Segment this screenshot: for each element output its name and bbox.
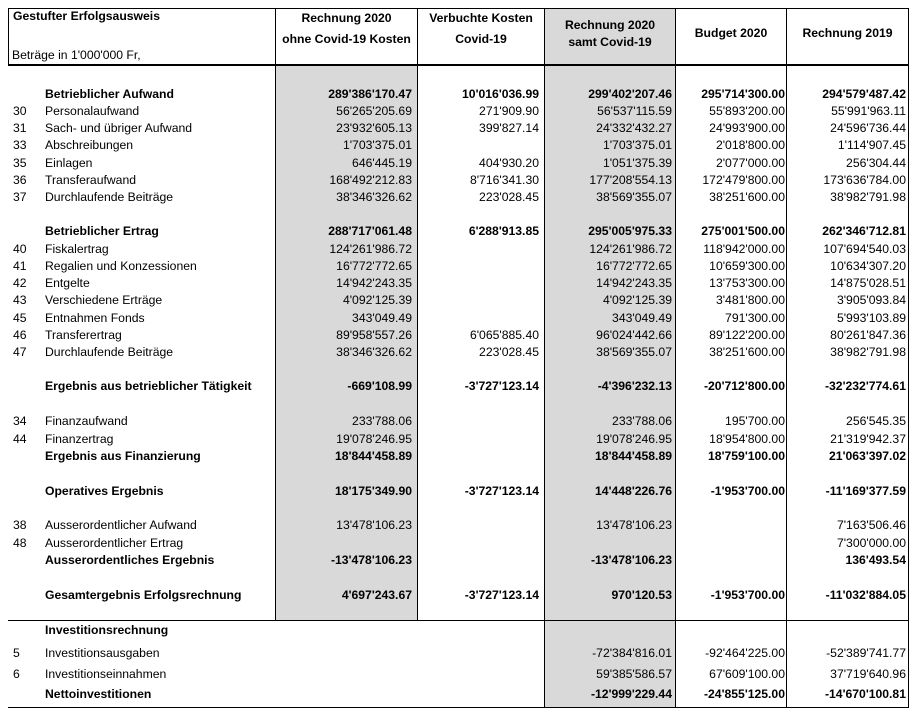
- value-rechnung-2019: 10'634'307.20: [830, 259, 906, 273]
- value-verbuchte-kosten: 6'288'913.85: [468, 224, 539, 238]
- value-verbuchte-kosten: 223'028.45: [479, 345, 539, 359]
- row-label: Abschreibungen: [45, 138, 134, 152]
- table-row: [0, 666, 917, 683]
- row-label: Nettoinvestitionen: [45, 687, 152, 701]
- value-verbuchte-kosten: 8'716'341.30: [469, 173, 539, 187]
- value-rechnung-samt-covid: 19'078'246.95: [596, 432, 672, 446]
- value-budget-2020: 38'251'600.00: [709, 190, 785, 204]
- row-label: Ergebnis aus Finanzierung: [45, 449, 201, 463]
- row-label: Verschiedene Erträge: [45, 293, 163, 307]
- value-rechnung-ohne-covid: 233'788.06: [352, 414, 412, 428]
- value-rechnung-samt-covid: 124'261'986.72: [589, 242, 672, 256]
- row-label: Regalien und Konzessionen: [45, 259, 197, 273]
- account-number: 40: [13, 242, 27, 256]
- value-rechnung-ohne-covid: 38'346'326.62: [336, 190, 412, 204]
- value-budget-2020: 2'077'000.00: [715, 156, 785, 170]
- value-budget-2020: -1'953'700.00: [710, 588, 785, 602]
- row-label: Betrieblicher Ertrag: [45, 224, 159, 238]
- value-rechnung-ohne-covid: -669'108.99: [347, 379, 412, 393]
- value-verbuchte-kosten: 271'909.90: [479, 104, 539, 118]
- investment-divider: [8, 620, 909, 621]
- table-row: [0, 172, 917, 189]
- account-number: 6: [13, 667, 20, 681]
- table-row: [0, 517, 917, 534]
- row-label: Ausserordentlicher Aufwand: [45, 518, 197, 532]
- account-number: 5: [13, 646, 20, 660]
- value-rechnung-ohne-covid: 14'942'243.35: [336, 276, 412, 290]
- table-row: [0, 378, 917, 395]
- account-number: 36: [13, 173, 27, 187]
- value-rechnung-2019: -52'389'741.77: [826, 646, 906, 660]
- value-rechnung-samt-covid: 13'478'106.23: [596, 518, 672, 532]
- column-header-line-1: Rechnung 2020: [301, 11, 392, 25]
- value-budget-2020: 89'122'200.00: [709, 328, 785, 342]
- value-rechnung-ohne-covid: 13'478'106.23: [336, 518, 412, 532]
- column-header-line-2: Covid-19: [455, 32, 507, 46]
- value-verbuchte-kosten: 10'016'036.99: [462, 87, 539, 101]
- value-rechnung-ohne-covid: 4'697'243.67: [341, 588, 412, 602]
- table-row: [0, 483, 917, 500]
- column-header-rechnung-2019: Rechnung 2019: [802, 26, 893, 40]
- value-rechnung-ohne-covid: 168'492'212.83: [329, 173, 412, 187]
- account-number: 46: [13, 328, 27, 342]
- value-budget-2020: 13'753'300.00: [709, 276, 785, 290]
- account-number: 33: [13, 138, 27, 152]
- value-rechnung-samt-covid: 18'844'458.89: [595, 449, 672, 463]
- value-rechnung-samt-covid: 59'385'586.57: [596, 667, 672, 681]
- value-rechnung-2019: 107'694'540.03: [823, 242, 906, 256]
- table-row: [0, 686, 917, 703]
- value-rechnung-samt-covid: 177'208'554.13: [589, 173, 672, 187]
- value-rechnung-ohne-covid: 343'049.49: [352, 311, 412, 325]
- value-rechnung-samt-covid: 1'703'375.01: [602, 138, 672, 152]
- value-rechnung-ohne-covid: 288'717'061.48: [328, 224, 412, 238]
- value-rechnung-samt-covid: 96'024'442.66: [596, 328, 672, 342]
- units-note: Beträge in 1'000'000 Fr,: [12, 48, 141, 62]
- row-label: Einlagen: [45, 156, 93, 170]
- table-title: Gestufter Erfolgsausweis: [13, 9, 160, 23]
- value-rechnung-2019: 37'719'640.96: [830, 667, 906, 681]
- value-budget-2020: 3'481'800.00: [715, 293, 785, 307]
- value-rechnung-samt-covid: 343'049.49: [612, 311, 672, 325]
- row-label: Entgelte: [45, 276, 90, 290]
- table-row: [0, 241, 917, 258]
- value-rechnung-2019: 256'545.35: [846, 414, 906, 428]
- value-rechnung-samt-covid: 16'772'772.65: [596, 259, 672, 273]
- value-rechnung-ohne-covid: 23'932'605.13: [336, 121, 412, 135]
- table-row: [0, 413, 917, 430]
- value-rechnung-2019: 294'579'487.42: [822, 87, 906, 101]
- value-rechnung-samt-covid: -4'396'232.13: [597, 379, 672, 393]
- value-rechnung-2019: 24'596'736.44: [830, 121, 906, 135]
- account-number: 30: [13, 104, 27, 118]
- table-row: [0, 189, 917, 206]
- header-divider: [8, 64, 909, 66]
- account-number: 44: [13, 432, 27, 446]
- value-rechnung-samt-covid: 56'537'115.59: [597, 104, 672, 118]
- value-rechnung-ohne-covid: 18'175'349.90: [335, 484, 412, 498]
- value-rechnung-2019: 55'991'963.11: [831, 104, 906, 118]
- account-number: 48: [13, 536, 27, 550]
- value-rechnung-2019: 38'982'791.98: [830, 190, 906, 204]
- row-label: Ausserordentlicher Ertrag: [45, 536, 184, 550]
- table-row: [0, 275, 917, 292]
- value-budget-2020: -20'712'800.00: [703, 379, 785, 393]
- value-budget-2020: 295'714'300.00: [701, 87, 785, 101]
- row-label: Sach- und übriger Aufwand: [45, 121, 193, 135]
- value-rechnung-2019: 80'261'847.36: [830, 328, 906, 342]
- row-label: Durchlaufende Beiträge: [45, 345, 174, 359]
- value-budget-2020: 195'700.00: [725, 414, 785, 428]
- value-rechnung-2019: 136'493.54: [845, 553, 906, 567]
- table-row: [0, 310, 917, 327]
- value-rechnung-2019: 262'346'712.81: [822, 224, 906, 238]
- column-header-rechnung-samt-covid: [545, 17, 675, 51]
- row-label: Operatives Ergebnis: [45, 484, 164, 498]
- row-label: Gesamtergebnis Erfolgsrechnung: [45, 588, 242, 602]
- value-rechnung-2019: -32'232'774.61: [824, 379, 906, 393]
- value-rechnung-2019: 7'163'506.46: [836, 518, 906, 532]
- value-verbuchte-kosten: 404'930.20: [479, 156, 539, 170]
- table-row: [0, 103, 917, 120]
- value-rechnung-ohne-covid: 16'772'772.65: [336, 259, 412, 273]
- value-rechnung-ohne-covid: 289'386'170.47: [328, 87, 412, 101]
- value-rechnung-samt-covid: -13'478'106.23: [590, 553, 672, 567]
- value-rechnung-samt-covid: 38'569'355.07: [596, 345, 672, 359]
- value-rechnung-2019: 38'982'791.98: [830, 345, 906, 359]
- value-rechnung-2019: -14'670'100.81: [824, 687, 906, 701]
- value-budget-2020: 38'251'600.00: [709, 345, 785, 359]
- account-number: 38: [13, 518, 27, 532]
- table-row: [0, 344, 917, 361]
- table-row: [0, 223, 917, 240]
- value-rechnung-ohne-covid: 89'958'557.26: [336, 328, 412, 342]
- value-rechnung-2019: -11'169'377.59: [825, 484, 906, 498]
- account-number: 35: [13, 156, 27, 170]
- column-header-budget-2020: Budget 2020: [694, 26, 768, 40]
- value-rechnung-ohne-covid: 38'346'326.62: [336, 345, 412, 359]
- table-row: [0, 258, 917, 275]
- value-verbuchte-kosten: 399'827.14: [479, 121, 539, 135]
- value-budget-2020: 24'993'900.00: [709, 121, 785, 135]
- table-row: [0, 645, 917, 662]
- value-verbuchte-kosten: -3'727'123.14: [464, 588, 539, 602]
- column-header-line-2: ohne Covid-19 Kosten: [282, 32, 411, 46]
- value-rechnung-samt-covid: 4'092'125.39: [602, 293, 672, 307]
- value-rechnung-2019: 5'993'103.89: [836, 311, 906, 325]
- value-rechnung-2019: 21'319'942.37: [830, 432, 906, 446]
- bottom-border: [8, 707, 909, 708]
- account-number: 31: [13, 121, 27, 135]
- account-number: 41: [13, 259, 27, 273]
- table-row: [0, 137, 917, 154]
- value-budget-2020: 172'479'800.00: [702, 173, 785, 187]
- value-rechnung-ohne-covid: 124'261'986.72: [329, 242, 412, 256]
- value-rechnung-2019: 173'636'784.00: [823, 173, 906, 187]
- value-budget-2020: -92'464'225.00: [705, 646, 785, 660]
- value-rechnung-samt-covid: -12'999'229.44: [590, 687, 672, 701]
- value-rechnung-2019: 21'063'397.02: [829, 449, 906, 463]
- value-budget-2020: -1'953'700.00: [710, 484, 785, 498]
- value-rechnung-samt-covid: 24'332'432.27: [596, 121, 672, 135]
- table-row: [0, 431, 917, 448]
- column-header-rechnung-ohne-covid: [276, 8, 417, 50]
- left-border: [8, 8, 9, 66]
- value-budget-2020: 18'954'800.00: [709, 432, 785, 446]
- value-rechnung-2019: 7'300'000.00: [836, 536, 906, 550]
- value-budget-2020: -24'855'125.00: [703, 687, 785, 701]
- table-row: [0, 448, 917, 465]
- value-rechnung-2019: 3'905'093.84: [836, 293, 906, 307]
- table-row: [0, 86, 917, 103]
- row-label: Finanzaufwand: [45, 414, 128, 428]
- value-rechnung-samt-covid: 970'120.53: [611, 588, 672, 602]
- value-rechnung-samt-covid: 299'402'207.46: [588, 87, 672, 101]
- row-label: Betrieblicher Aufwand: [45, 87, 174, 101]
- account-number: 45: [13, 311, 27, 325]
- column-header-verbuchte-kosten: [418, 8, 544, 50]
- value-rechnung-ohne-covid: 646'445.19: [352, 156, 412, 170]
- table-row: [0, 120, 917, 137]
- table-row: [0, 587, 917, 604]
- row-label: Investitionsausgaben: [45, 646, 160, 660]
- value-rechnung-2019: 1'114'907.45: [837, 138, 906, 152]
- row-label: Investitionseinnahmen: [45, 667, 167, 681]
- value-rechnung-ohne-covid: -13'478'106.23: [330, 553, 412, 567]
- value-budget-2020: 67'609'100.00: [709, 667, 785, 681]
- value-rechnung-2019: -11'032'884.05: [825, 588, 906, 602]
- row-label: Transferertrag: [45, 328, 122, 342]
- table-row: [0, 155, 917, 172]
- row-label: Investitionsrechnung: [45, 623, 169, 637]
- value-rechnung-ohne-covid: 1'703'375.01: [342, 138, 412, 152]
- row-label: Durchlaufende Beiträge: [45, 190, 174, 204]
- value-rechnung-ohne-covid: 56'265'205.69: [336, 104, 412, 118]
- value-budget-2020: 791'300.00: [725, 311, 785, 325]
- value-budget-2020: 55'893'200.00: [709, 104, 785, 118]
- value-rechnung-samt-covid: 38'569'355.07: [596, 190, 672, 204]
- value-rechnung-ohne-covid: 4'092'125.39: [342, 293, 412, 307]
- value-rechnung-ohne-covid: 18'844'458.89: [335, 449, 412, 463]
- value-rechnung-samt-covid: 1'051'375.39: [602, 156, 672, 170]
- value-rechnung-samt-covid: 233'788.06: [612, 414, 672, 428]
- value-budget-2020: 2'018'800.00: [715, 138, 785, 152]
- account-number: 43: [13, 293, 27, 307]
- row-label: Fiskalertrag: [45, 242, 109, 256]
- value-verbuchte-kosten: 6'065'885.40: [469, 328, 539, 342]
- row-label: Entnahmen Fonds: [45, 311, 145, 325]
- value-rechnung-2019: 14'875'028.51: [830, 276, 906, 290]
- value-rechnung-samt-covid: 295'005'975.33: [588, 224, 672, 238]
- account-number: 34: [13, 414, 27, 428]
- row-label: Ausserordentliches Ergebnis: [45, 553, 215, 567]
- value-verbuchte-kosten: -3'727'123.14: [464, 379, 539, 393]
- value-rechnung-2019: 256'304.44: [846, 156, 906, 170]
- value-budget-2020: 118'942'000.00: [703, 242, 785, 256]
- account-number: 47: [13, 345, 27, 359]
- value-rechnung-samt-covid: 14'448'226.76: [595, 484, 672, 498]
- row-label: Transferaufwand: [45, 173, 137, 187]
- value-budget-2020: 10'659'300.00: [709, 259, 785, 273]
- value-rechnung-ohne-covid: 19'078'246.95: [336, 432, 412, 446]
- account-number: 42: [13, 276, 27, 290]
- row-label: Ergebnis aus betrieblicher Tätigkeit: [45, 379, 252, 393]
- row-label: Finanzertrag: [45, 432, 114, 446]
- value-verbuchte-kosten: -3'727'123.14: [464, 484, 539, 498]
- value-budget-2020: 275'001'500.00: [701, 224, 785, 238]
- value-budget-2020: 18'759'100.00: [708, 449, 785, 463]
- account-number: 37: [13, 190, 27, 204]
- value-rechnung-samt-covid: -72'384'816.01: [592, 646, 672, 660]
- table-row: [0, 552, 917, 569]
- table-row: [0, 535, 917, 552]
- value-rechnung-samt-covid: 14'942'243.35: [596, 276, 672, 290]
- table-row: [0, 622, 917, 639]
- column-header-line-1: Rechnung 2020: [564, 18, 656, 32]
- row-label: Personalaufwand: [45, 104, 140, 118]
- value-verbuchte-kosten: 223'028.45: [479, 190, 539, 204]
- table-row: [0, 292, 917, 309]
- column-header-line-2: samt Covid-19: [568, 35, 652, 49]
- column-header-line-1: Verbuchte Kosten: [429, 11, 533, 25]
- table-row: [0, 327, 917, 344]
